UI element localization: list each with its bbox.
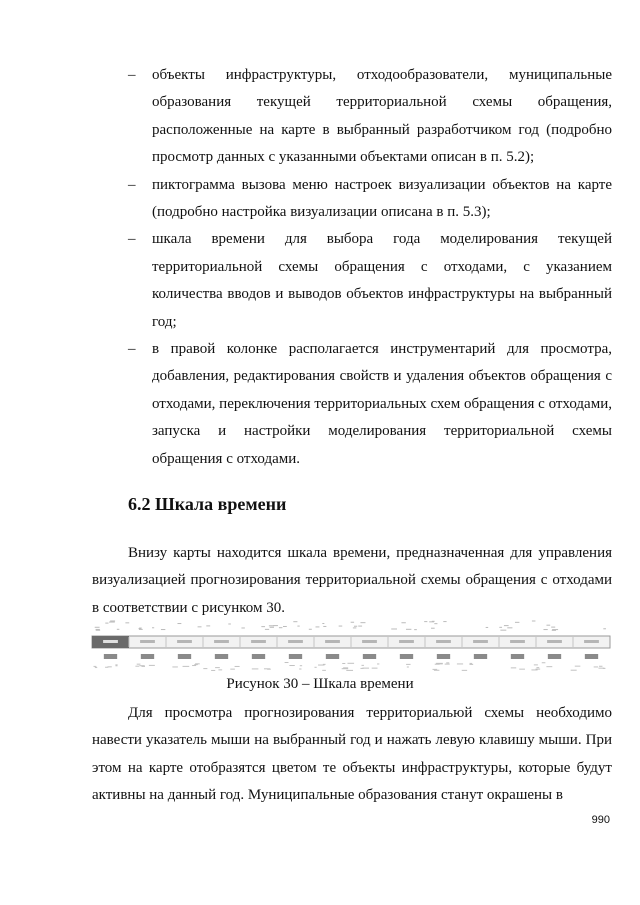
list-item-text: пиктограмма вызова меню настроек визуализации объектов на карте (подробно настройка визуализации описана в п. 5.3); (152, 176, 612, 221)
paragraph-intro: Внизу карты находится шкала времени, предназначенная для управления визуализацией прогнозирования территориальной схемы обращения с отходами в соответствии с рисунком 30. (92, 545, 612, 616)
timeline-count-marker (585, 654, 598, 659)
timeline-noise (443, 621, 446, 622)
timeline-noise (551, 627, 555, 628)
timeline-noise (360, 668, 363, 669)
paragraph-instructions: Для просмотра прогнозирования территориальюй схемы необходимо навести указатель мыши на выбранный год и нажать левую клавишу мыши. При этом на карте отобразятся цветом те объекты инфраструктуры, которые будут активны на данный год. Муниципальные образования станут окрашены в (92, 705, 612, 804)
timeline-noise (354, 626, 357, 627)
list-item (128, 336, 612, 473)
timeline-noise (372, 668, 378, 669)
timeline-noise (353, 627, 356, 628)
timeline-count-marker (252, 654, 265, 659)
timeline-noise (436, 663, 443, 664)
timeline-noise (499, 627, 502, 628)
timeline-noise (241, 627, 244, 628)
section-heading: 6.2 Шкала времени (128, 494, 287, 514)
timeline-noise (211, 670, 215, 671)
timeline-noise (519, 669, 525, 670)
timeline-year-label (251, 640, 266, 643)
timeline-noise (177, 623, 181, 624)
timeline-noise (198, 626, 202, 627)
timeline-noise (323, 626, 326, 627)
timeline-noise (149, 665, 155, 666)
timeline-noise (183, 666, 190, 667)
timeline-noise (109, 622, 115, 623)
timeline-noise (594, 666, 598, 667)
timeline-noise (289, 665, 294, 666)
timeline-count-marker (215, 654, 228, 659)
timeline-noise (195, 663, 200, 664)
timeline-noise (462, 670, 467, 671)
list-item (128, 172, 612, 227)
timeline-noise (230, 669, 235, 670)
bullet-dash: – (128, 341, 136, 358)
timeline-year-label (399, 640, 414, 643)
bullet-list (128, 62, 612, 473)
timeline-noise (446, 662, 449, 663)
timeline-noise (342, 663, 345, 664)
timeline-noise (95, 627, 100, 628)
timeline-year-label (140, 640, 155, 643)
timeline-noise (152, 627, 154, 628)
timeline-noise (265, 629, 269, 630)
timeline-noise (546, 666, 552, 667)
timeline-count-marker (326, 654, 339, 659)
timeline-noise (297, 626, 299, 627)
timeline-noise (515, 622, 519, 623)
timeline-noise (285, 662, 289, 663)
timeline-noise (542, 662, 546, 663)
timeline-noise (507, 627, 512, 628)
timeline-count-marker (400, 654, 413, 659)
timeline-noise (215, 667, 220, 668)
timeline-noise (511, 667, 516, 668)
list-item (128, 226, 612, 336)
timeline-noise (115, 664, 117, 665)
timeline-noise (135, 666, 139, 667)
timeline-count-marker (437, 654, 450, 659)
timeline-noise (469, 664, 473, 665)
timeline-noise (172, 666, 177, 667)
timeline-noise (107, 666, 111, 667)
timeline-noise (161, 629, 165, 630)
timeline-noise (470, 663, 473, 664)
timeline-year-label (362, 640, 377, 643)
timeline-noise (316, 626, 320, 627)
timeline-noise (406, 664, 410, 665)
timeline-noise (360, 622, 365, 623)
timeline-year-label (288, 640, 303, 643)
list-item-text: шкала времени для выбора года моделирования текущей территориальной схемы обращения с отходами, с указанием количества вводов и выводов объектов инфраструктуры на выбранный год; (152, 231, 612, 330)
timeline-count-marker (548, 654, 561, 659)
timeline-noise (432, 621, 435, 622)
timeline-noise (322, 623, 324, 624)
timeline-noise (435, 664, 440, 665)
timeline-noise (139, 629, 143, 630)
timeline-noise (414, 629, 417, 630)
timeline-figure (90, 618, 612, 674)
timeline-count-marker (363, 654, 376, 659)
timeline-noise (346, 670, 353, 671)
timeline-noise (314, 667, 316, 668)
timeline-year-label (214, 640, 229, 643)
timeline-noise (347, 663, 354, 664)
timeline-noise (218, 669, 222, 670)
timeline-noise (531, 669, 537, 670)
timeline-noise (534, 664, 538, 665)
timeline-noise (206, 625, 210, 626)
timeline-noise (434, 670, 439, 671)
timeline-noise (536, 667, 539, 668)
timeline-noise (500, 630, 506, 631)
timeline-noise (95, 667, 97, 668)
timeline-noise (261, 626, 265, 627)
timeline-noise (598, 668, 604, 669)
timeline-year-label (103, 640, 118, 643)
timeline-noise (93, 666, 96, 667)
timeline-noise (599, 666, 602, 667)
list-item-text: объекты инфраструктуры, отходообразователи, муниципальные образования текущей территориальной схемы обращения, расположенные на карте в выбранный разработчиком год (подробно просмотр данных с указанными объектами описан в п. 5.2); (152, 67, 612, 166)
timeline-year-label (177, 640, 192, 643)
timeline-noise (552, 630, 556, 631)
timeline-image (90, 618, 612, 674)
timeline-noise (603, 628, 606, 629)
list-item-text: в правой колонке располагается инструментарий для просмотра, добавления, редактирования свойств и удаления объектов обращения с отходами, переключения территориальных схем обращения с отходами, запуска и настройки моделирования территориальной схемы обращения с отходами. (152, 341, 612, 467)
list-item (128, 62, 612, 172)
bullet-dash: – (128, 231, 136, 248)
timeline-noise (125, 622, 129, 623)
timeline-noise (543, 629, 547, 630)
timeline-count-marker (289, 654, 302, 659)
timeline-noise (432, 669, 437, 670)
timeline-year-label (547, 640, 562, 643)
timeline-year-label (436, 640, 451, 643)
timeline-noise (309, 629, 312, 630)
timeline-noise (270, 627, 274, 628)
timeline-noise (358, 626, 362, 627)
timeline-year-label (473, 640, 488, 643)
figure-caption: Рисунок 30 – Шкала времени (226, 676, 414, 692)
timeline-noise (267, 669, 271, 670)
timeline-noise (110, 620, 115, 621)
timeline-noise (391, 628, 397, 629)
timeline-noise (431, 628, 435, 629)
timeline-noise (299, 669, 301, 670)
timeline-count-marker (141, 654, 154, 659)
timeline-noise (504, 625, 509, 626)
timeline-noise (401, 622, 405, 623)
timeline-noise (546, 625, 550, 626)
timeline-noise (406, 629, 411, 630)
timeline-noise (343, 667, 348, 668)
timeline-noise (407, 667, 409, 668)
timeline-noise (279, 627, 282, 628)
timeline-noise (235, 666, 240, 667)
bullet-dash: – (128, 67, 136, 83)
page-number: 990 (591, 814, 610, 826)
timeline-noise (322, 670, 326, 671)
timeline-noise (252, 668, 259, 669)
timeline-noise (115, 665, 117, 666)
timeline-noise (486, 627, 489, 628)
timeline-noise (293, 621, 297, 622)
timeline-count-marker (511, 654, 524, 659)
timeline-year-label (510, 640, 525, 643)
timeline-noise (445, 664, 450, 665)
timeline-noise (339, 626, 343, 627)
timeline-noise (351, 622, 354, 623)
timeline-noise (192, 665, 196, 666)
timeline-year-label (584, 640, 599, 643)
timeline-count-marker (474, 654, 487, 659)
timeline-noise (575, 666, 581, 667)
timeline-noise (117, 629, 119, 630)
timeline-count-marker (178, 654, 191, 659)
timeline-noise (323, 664, 326, 665)
timeline-noise (377, 663, 379, 664)
timeline-noise (434, 623, 437, 624)
timeline-noise (457, 663, 463, 664)
timeline-year-label (325, 640, 340, 643)
timeline-noise (139, 628, 142, 629)
timeline-noise (137, 664, 141, 665)
timeline-noise (96, 629, 100, 630)
timeline-noise (139, 665, 144, 666)
bullet-dash: – (128, 176, 136, 193)
timeline-noise (273, 625, 278, 626)
timeline-noise (424, 621, 427, 622)
timeline-noise (228, 623, 231, 624)
timeline-noise (203, 668, 207, 669)
timeline-noise (571, 670, 577, 671)
timeline-count-marker (104, 654, 117, 659)
timeline-noise (532, 621, 536, 622)
timeline-noise (105, 623, 108, 624)
timeline-noise (362, 665, 364, 666)
timeline-noise (283, 626, 287, 627)
timeline-noise (300, 665, 302, 666)
